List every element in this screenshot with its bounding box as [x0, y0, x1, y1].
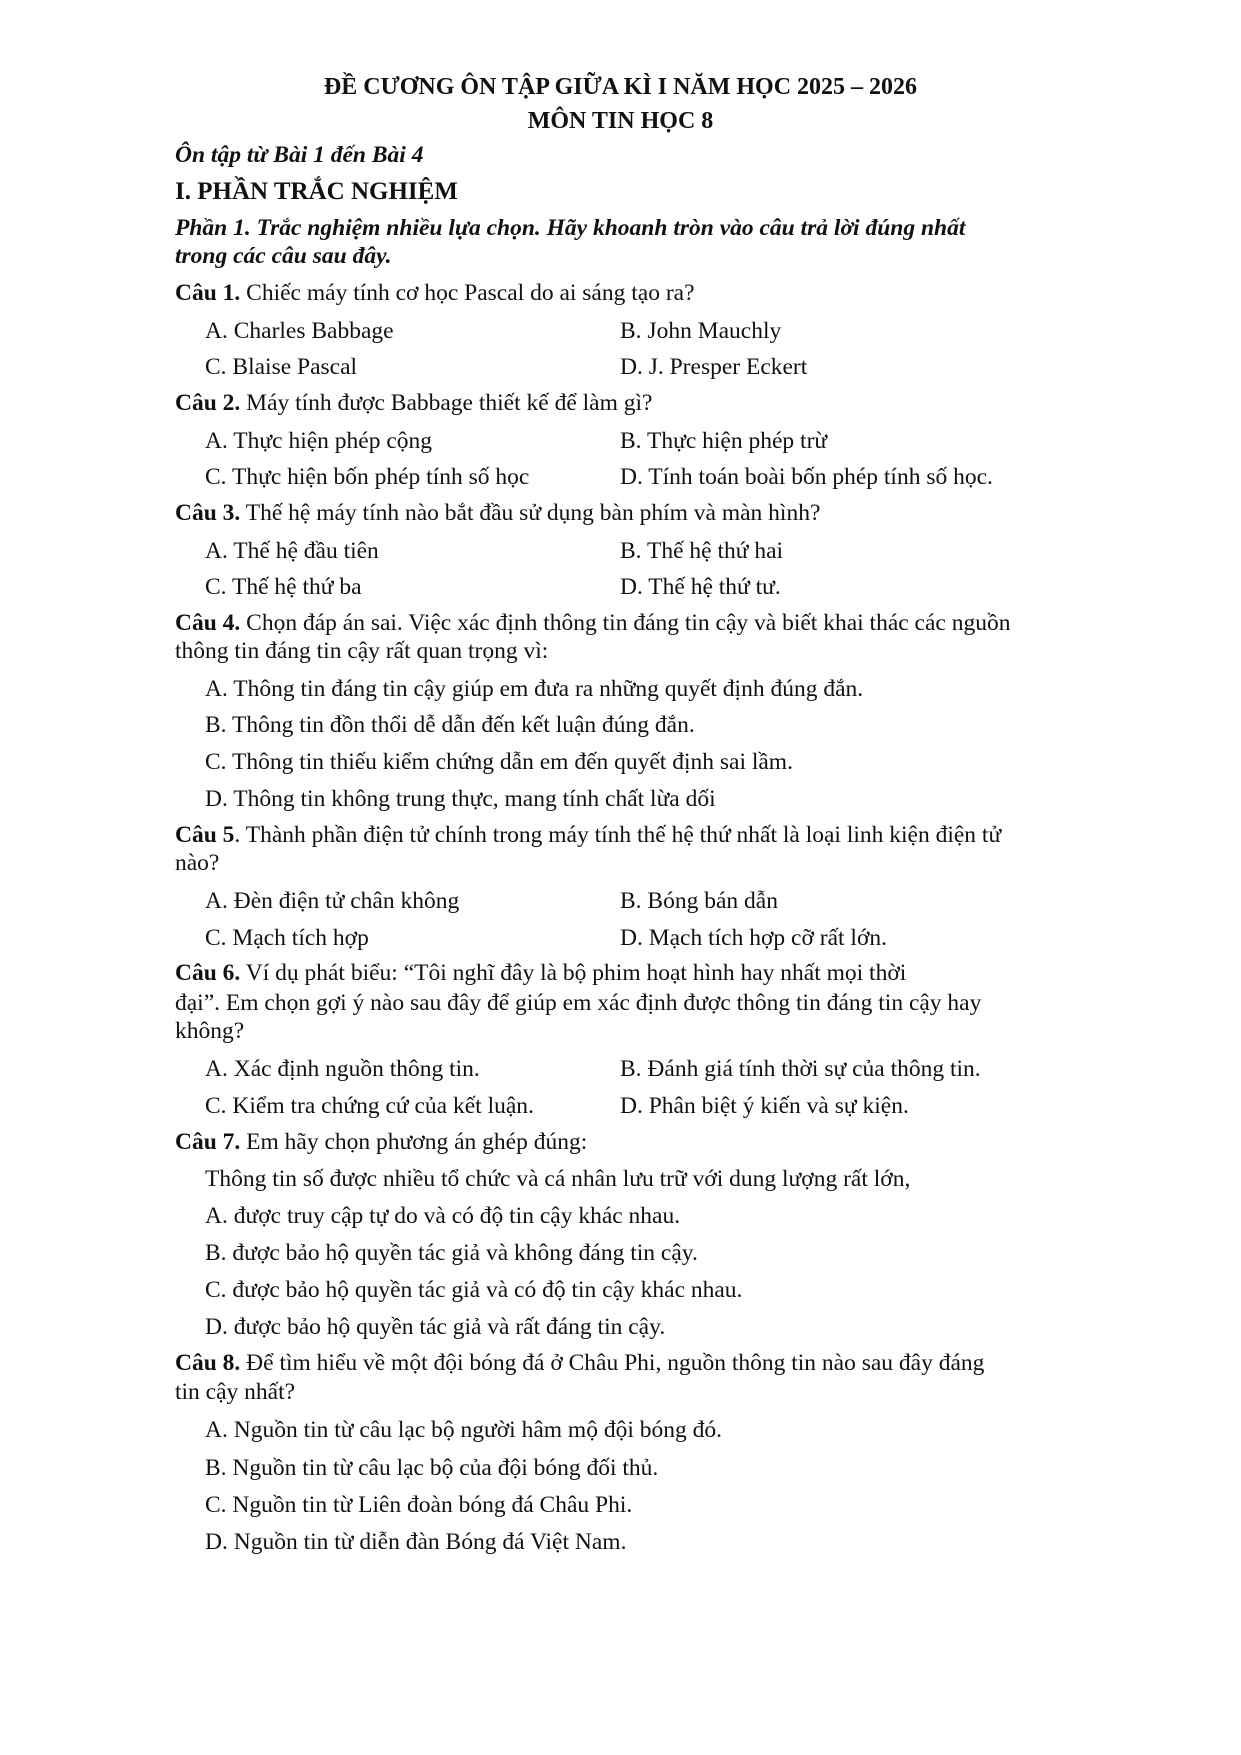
question-text: Em hãy chọn phương án ghép đúng:	[240, 1129, 588, 1155]
question-1	[175, 280, 695, 307]
option-c: C. Mạch tích hợp	[205, 925, 369, 951]
option-b: B. Nguồn tin từ câu lạc bộ của đội bóng đối thủ.	[205, 1455, 659, 1481]
option-d: D. Thế hệ thứ tư.	[620, 574, 781, 600]
question-4	[175, 610, 1010, 637]
option-a: A. Charles Babbage	[205, 318, 394, 344]
question-3	[175, 500, 820, 527]
option-d: D. Nguồn tin từ diễn đàn Bóng đá Việt Nam.	[205, 1529, 627, 1555]
option-a: A. Thực hiện phép cộng	[205, 428, 433, 454]
option-b: B. được bảo hộ quyền tác giả và không đáng tin cậy.	[205, 1240, 698, 1266]
option-b: B. Thông tin đồn thổi dễ dẫn đến kết luận đúng đắn.	[205, 712, 695, 738]
question-stem: Thông tin số được nhiều tổ chức và cá nhân lưu trữ với dung lượng rất lớn,	[205, 1166, 911, 1192]
option-a: A. Thế hệ đầu tiên	[205, 538, 379, 564]
question-number: Câu 2.	[175, 390, 241, 416]
question-number: Câu 8.	[175, 1350, 241, 1376]
option-d: D. Tính toán boài bốn phép tính số học.	[620, 464, 993, 490]
question-7	[175, 1129, 587, 1156]
option-c: C. Blaise Pascal	[205, 354, 358, 380]
question-text: Thế hệ máy tính nào bắt đầu sử dụng bàn phím và màn hình?	[240, 500, 821, 526]
question-5	[175, 822, 1001, 849]
option-c: C. Kiểm tra chứng cứ của kết luận.	[205, 1093, 534, 1119]
question-number: Câu 5	[175, 822, 235, 848]
option-d: D. Phân biệt ý kiến và sự kiện.	[620, 1093, 909, 1119]
option-d: D. Mạch tích hợp cỡ rất lớn.	[620, 925, 887, 951]
option-a: A. Thông tin đáng tin cậy giúp em đưa ra những quyết định đúng đắn.	[205, 676, 864, 702]
document-title: ĐỀ CƯƠNG ÔN TẬP GIỮA KÌ I NĂM HỌC 2025 – 2026	[323, 74, 918, 100]
option-b: B. Đánh giá tính thời sự của thông tin.	[620, 1056, 981, 1082]
part-instruction-line1: Phần 1. Trắc nghiệm nhiều lựa chọn. Hãy khoanh tròn vào câu trả lời đúng nhất	[175, 215, 966, 241]
question-text: . Thành phần điện tử chính trong máy tính thế hệ thứ nhất là loại linh kiện điện tử	[234, 822, 1002, 848]
question-number: Câu 7.	[175, 1129, 241, 1155]
option-d: D. Thông tin không trung thực, mang tính chất lừa dối	[205, 786, 716, 812]
option-c: C. Thực hiện bốn phép tính số học	[205, 464, 530, 490]
option-c: C. Thế hệ thứ ba	[205, 574, 362, 600]
question-8	[175, 1350, 984, 1377]
section-heading: I. PHẦN TRẮC NGHIỆM	[175, 178, 458, 205]
option-a: A. Xác định nguồn thông tin.	[205, 1056, 480, 1082]
subject-title: MÔN TIN HỌC 8	[527, 108, 714, 134]
question-text-continued-2: không?	[175, 1018, 245, 1044]
question-text: Chọn đáp án sai. Việc xác định thông tin đáng tin cậy và biết khai thác các nguồn	[240, 610, 1011, 636]
question-text: Ví dụ phát biểu: “Tôi nghĩ đây là bộ phim hoạt hình hay nhất mọi thời	[240, 960, 907, 986]
option-b: B. Thực hiện phép trừ	[620, 428, 828, 454]
review-scope: Ôn tập từ Bài 1 đến Bài 4	[175, 142, 424, 168]
question-text-continued: tin cậy nhất?	[175, 1379, 296, 1405]
question-text: Máy tính được Babbage thiết kế để làm gì?	[240, 390, 653, 416]
option-b: B. Thế hệ thứ hai	[620, 538, 784, 564]
option-a: A. Đèn điện tử chân không	[205, 888, 460, 914]
part-instruction-line2: trong các câu sau đây.	[175, 243, 392, 269]
option-c: C. được bảo hộ quyền tác giả và có độ tin cậy khác nhau.	[205, 1277, 743, 1303]
question-2	[175, 390, 652, 417]
question-6	[175, 960, 906, 987]
option-c: C. Thông tin thiếu kiểm chứng dẫn em đến quyết định sai lầm.	[205, 749, 793, 775]
question-text-continued: thông tin đáng tin cậy rất quan trọng vì:	[175, 638, 549, 664]
option-b: B. Bóng bán dẫn	[620, 888, 778, 914]
option-c: C. Nguồn tin từ Liên đoàn bóng đá Châu Phi.	[205, 1492, 633, 1518]
option-a: A. được truy cập tự do và có độ tin cậy khác nhau.	[205, 1203, 681, 1229]
question-number: Câu 4.	[175, 610, 241, 636]
question-text-continued: nào?	[175, 850, 220, 876]
question-number: Câu 6.	[175, 960, 241, 986]
option-b: B. John Mauchly	[620, 318, 782, 344]
question-text-continued: đại”. Em chọn gợi ý nào sau đây để giúp em xác định được thông tin đáng tin cậy hay	[175, 990, 982, 1016]
question-text: Chiếc máy tính cơ học Pascal do ai sáng tạo ra?	[240, 280, 695, 306]
question-text: Để tìm hiểu về một đội bóng đá ở Châu Phi, nguồn thông tin nào sau đây đáng	[240, 1350, 985, 1376]
question-number: Câu 3.	[175, 500, 241, 526]
question-number: Câu 1.	[175, 280, 241, 306]
option-d: D. J. Presper Eckert	[620, 354, 808, 380]
option-d: D. được bảo hộ quyền tác giả và rất đáng tin cậy.	[205, 1314, 666, 1340]
option-a: A. Nguồn tin từ câu lạc bộ người hâm mộ đội bóng đó.	[205, 1417, 722, 1443]
